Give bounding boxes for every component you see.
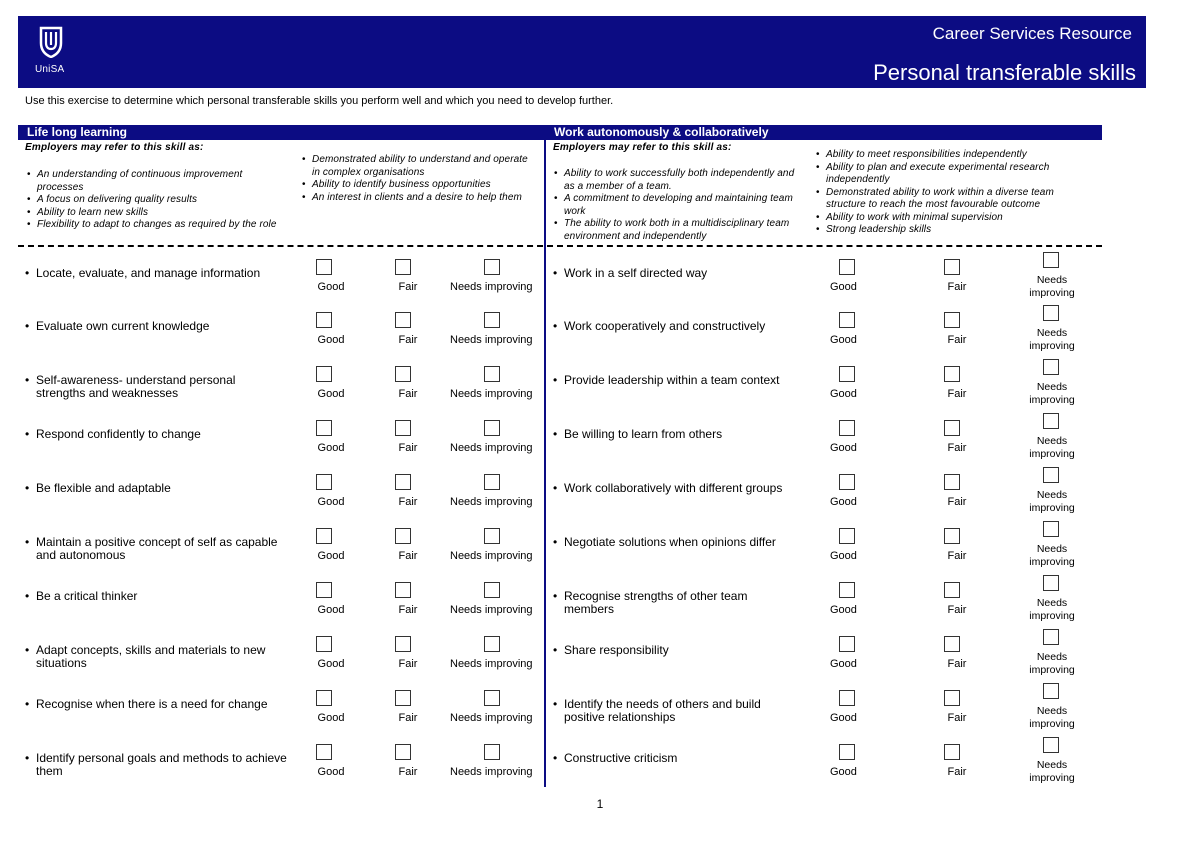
rating-label-needs: Needs improving [1029,651,1075,676]
skill-row [553,636,1098,690]
rating-label-fair: Fair [398,766,418,778]
skill-row [25,528,540,582]
rating-checkbox-fair[interactable] [395,636,411,652]
bullet-icon: • [25,535,30,549]
bullet-icon: • [25,589,30,603]
rating-checkbox-needs[interactable] [484,636,500,652]
employer-term-item: • Demonstrated ability to understand and operate in complex organisations [300,154,530,179]
rating-label-needs: Needs improving [1029,597,1075,622]
employer-term-item: • Ability to identify business opportunities [300,179,530,192]
bullet-icon: • [553,751,558,765]
rating-label-good: Good [317,658,345,670]
unisa-logo [35,26,75,80]
rating-checkbox-needs[interactable] [1043,575,1059,591]
rating-label-good: Good [830,334,857,346]
bullet-icon: • [25,697,30,711]
rating-checkbox-needs[interactable] [484,474,500,490]
skill-row [25,474,540,528]
skill-row [25,582,540,636]
rating-label-fair: Fair [398,550,418,562]
skill-text: Recognise when there is a need for change [36,697,268,711]
rating-checkbox-needs[interactable] [1043,413,1059,429]
rating-checkbox-fair[interactable] [395,474,411,490]
skill-row [553,582,1098,636]
rating-label-fair: Fair [398,604,418,616]
rating-label-needs: Needs improving [1029,327,1075,352]
rating-checkbox-fair[interactable] [395,366,411,382]
rating-label-good: Good [317,766,345,778]
skill-label [25,320,287,333]
rating-label-good: Good [830,658,857,670]
skill-label [553,590,783,616]
skill-row [25,636,540,690]
rating-checkbox-good[interactable] [839,582,855,598]
rating-label-good: Good [830,281,857,293]
rating-checkbox-fair[interactable] [944,528,960,544]
skill-label [25,752,287,778]
rating-label-fair: Fair [947,496,967,508]
rating-checkbox-needs[interactable] [1043,737,1059,753]
rating-label-fair: Fair [947,712,967,724]
rating-label-fair: Fair [947,442,967,454]
rating-label-needs: Needs improving [1029,705,1075,730]
employer-term-item: • Demonstrated ability to work within a diverse team structure to reach the most favourable outcome [814,187,1084,212]
rating-checkbox-good[interactable] [839,690,855,706]
rating-checkbox-fair[interactable] [944,259,960,275]
rating-checkbox-fair[interactable] [944,636,960,652]
page-header [18,16,1146,88]
skill-row [25,690,540,744]
skill-text: Evaluate own current knowledge [36,319,210,333]
bullet-icon: • [25,751,30,765]
skill-label [25,536,287,562]
skill-text: Identify the needs of others and build positive relationships [564,697,761,724]
rating-label-good: Good [317,550,345,562]
rating-checkbox-needs[interactable] [484,744,500,760]
rating-checkbox-fair[interactable] [395,312,411,328]
bullet-icon: • [553,481,558,495]
skill-label [553,267,783,280]
skill-text: Self-awareness- understand personal strengths and weaknesses [36,373,236,400]
employer-terms-list [25,169,287,232]
rating-label-needs: Needs improving [450,712,533,724]
rating-label-fair: Fair [947,334,967,346]
rating-checkbox-good[interactable] [316,744,332,760]
skill-row [553,690,1098,744]
rating-checkbox-fair[interactable] [944,690,960,706]
employer-term-item: • Ability to learn new skills [25,207,287,220]
rating-label-good: Good [830,388,857,400]
employer-term-item: • Ability to work with minimal supervision [814,212,1084,225]
skill-text: Constructive criticism [564,751,678,765]
rating-label-good: Good [830,766,857,778]
skill-row [553,259,1098,313]
rating-label-fair: Fair [947,388,967,400]
rating-label-needs: Needs improving [450,442,533,454]
employer-term-item: • Ability to plan and execute experimental research independently [814,162,1084,187]
rating-checkbox-needs[interactable] [1043,252,1059,268]
rating-label-fair: Fair [947,658,967,670]
employer-term-item: • An interest in clients and a desire to help them [300,192,530,205]
rating-checkbox-fair[interactable] [944,582,960,598]
skill-label [553,320,783,333]
rating-label-good: Good [830,550,857,562]
employer-terms-list [552,168,804,243]
skill-label [553,374,783,387]
employer-term-item: • An understanding of continuous improvement processes [25,169,287,194]
rating-checkbox-good[interactable] [316,420,332,436]
rating-checkbox-needs[interactable] [484,582,500,598]
rating-checkbox-fair[interactable] [944,312,960,328]
rating-checkbox-good[interactable] [316,366,332,382]
skill-row [25,744,540,798]
skill-text: Negotiate solutions when opinions differ [564,535,776,549]
skill-row [553,744,1098,798]
bullet-icon: • [553,266,558,280]
rating-checkbox-good[interactable] [316,528,332,544]
rating-checkbox-needs[interactable] [484,528,500,544]
rating-checkbox-needs[interactable] [484,366,500,382]
rating-checkbox-needs[interactable] [1043,521,1059,537]
rating-checkbox-good[interactable] [839,420,855,436]
rating-label-fair: Fair [398,281,418,293]
bullet-icon: • [553,427,558,441]
employer-terms-list [814,149,1084,237]
rating-label-good: Good [830,496,857,508]
intro-text: Use this exercise to determine which personal transferable skills you perform well and which you need to develop further. [25,95,614,107]
rating-checkbox-good[interactable] [316,259,332,275]
bullet-icon: • [553,643,558,657]
page-title: Personal transferable skills [873,60,1136,85]
rating-label-needs: Needs improving [450,334,533,346]
employer-term-item: • Flexibility to adapt to changes as required by the role [25,219,287,232]
rating-checkbox-good[interactable] [839,744,855,760]
rating-label-fair: Fair [398,442,418,454]
rating-checkbox-needs[interactable] [484,312,500,328]
skill-text: Recognise strengths of other team members [564,589,748,616]
rating-checkbox-fair[interactable] [944,744,960,760]
rating-checkbox-fair[interactable] [395,528,411,544]
bullet-icon: • [25,266,30,280]
skill-row [553,474,1098,528]
skill-text: Be flexible and adaptable [36,481,171,495]
skill-label [25,374,287,400]
bullet-icon: • [25,373,30,387]
rating-checkbox-good[interactable] [839,636,855,652]
skill-label [25,428,287,441]
rating-checkbox-fair[interactable] [395,690,411,706]
skill-row [553,420,1098,474]
skill-label [25,267,287,280]
employers-label: Employers may refer to this skill as: [553,142,732,153]
employer-term-item: • Ability to work successfully both independently and as a member of a team. [552,168,804,193]
rating-label-needs: Needs improving [450,388,533,400]
rating-label-needs: Needs improving [450,281,533,293]
bullet-icon: • [25,481,30,495]
rating-label-fair: Fair [398,658,418,670]
rating-label-fair: Fair [398,496,418,508]
rating-label-good: Good [317,604,345,616]
employer-term-item: • Strong leadership skills [814,224,1084,237]
rating-checkbox-good[interactable] [316,474,332,490]
rating-label-fair: Fair [947,281,967,293]
skill-label [553,482,783,495]
rating-checkbox-needs[interactable] [1043,305,1059,321]
employer-term-item: • The ability to work both in a multidisciplinary team environment and independently [552,218,804,243]
skill-text: Be willing to learn from others [564,427,723,441]
section-title-work-autonomously: Work autonomously & collaboratively [545,125,1102,140]
skill-row [25,366,540,420]
rating-label-good: Good [830,712,857,724]
skill-text: Maintain a positive concept of self as capable and autonomous [36,535,278,562]
rating-checkbox-good[interactable] [839,474,855,490]
logo-text: UniSA [35,64,65,75]
rating-label-fair: Fair [398,334,418,346]
rating-label-good: Good [317,281,345,293]
skill-text: Adapt concepts, skills and materials to new situations [36,643,266,670]
rating-label-needs: Needs improving [450,550,533,562]
skill-label [25,698,287,711]
skill-text: Respond confidently to change [36,427,201,441]
rating-label-good: Good [830,604,857,616]
bullet-icon: • [553,373,558,387]
skill-text: Identify personal goals and methods to achieve them [36,751,287,778]
rating-label-needs: Needs improving [450,604,533,616]
rating-checkbox-fair[interactable] [395,259,411,275]
section-title-lifelong-learning: Life long learning [18,125,545,140]
rating-checkbox-fair[interactable] [944,366,960,382]
skill-row [25,259,540,313]
skill-row [553,366,1098,420]
skill-label [553,644,783,657]
skill-text: Work collaboratively with different groups [564,481,783,495]
skill-text: Share responsibility [564,643,669,657]
skill-label [25,590,287,603]
rating-checkbox-good[interactable] [316,312,332,328]
skill-row [25,420,540,474]
bullet-icon: • [25,427,30,441]
rating-label-good: Good [317,712,345,724]
rating-checkbox-good[interactable] [839,259,855,275]
dashed-divider [18,245,1102,247]
skill-row [553,528,1098,582]
skill-label [25,644,287,670]
rating-label-needs: Needs improving [1029,274,1075,299]
rating-label-fair: Fair [947,550,967,562]
bullet-icon: • [553,319,558,333]
employer-term-item: • Ability to meet responsibilities independently [814,149,1084,162]
rating-checkbox-fair[interactable] [944,420,960,436]
rating-label-needs: Needs improving [1029,489,1075,514]
rating-checkbox-fair[interactable] [395,582,411,598]
rating-label-needs: Needs improving [450,496,533,508]
rating-checkbox-fair[interactable] [395,744,411,760]
skill-text: Provide leadership within a team context [564,373,780,387]
page-number: 1 [596,797,604,811]
rating-checkbox-needs[interactable] [1043,467,1059,483]
rating-checkbox-needs[interactable] [1043,359,1059,375]
skill-row [25,312,540,366]
rating-label-good: Good [830,442,857,454]
skill-row [553,312,1098,366]
rating-checkbox-needs[interactable] [484,690,500,706]
unisa-shield-icon [37,26,65,58]
employer-terms-list [300,154,530,204]
rating-checkbox-needs[interactable] [484,259,500,275]
employers-label: Employers may refer to this skill as: [25,142,204,153]
column-divider [544,125,546,787]
rating-label-needs: Needs improving [1029,381,1075,406]
rating-label-fair: Fair [398,388,418,400]
rating-label-needs: Needs improving [450,658,533,670]
resource-label: Career Services Resource [932,24,1132,43]
rating-checkbox-good[interactable] [839,528,855,544]
rating-label-fair: Fair [398,712,418,724]
rating-label-fair: Fair [947,604,967,616]
rating-label-fair: Fair [947,766,967,778]
rating-label-good: Good [317,388,345,400]
skill-text: Work cooperatively and constructively [564,319,766,333]
rating-checkbox-needs[interactable] [1043,683,1059,699]
rating-label-needs: Needs improving [1029,759,1075,784]
rating-label-needs: Needs improving [1029,543,1075,568]
rating-label-good: Good [317,334,345,346]
rating-checkbox-good[interactable] [839,366,855,382]
bullet-icon: • [553,535,558,549]
bullet-icon: • [553,589,558,603]
rating-label-good: Good [317,442,345,454]
employer-term-item: • A focus on delivering quality results [25,194,287,207]
rating-checkbox-fair[interactable] [944,474,960,490]
rating-checkbox-good[interactable] [839,312,855,328]
rating-label-needs: Needs improving [450,766,533,778]
bullet-icon: • [553,697,558,711]
rating-label-needs: Needs improving [1029,435,1075,460]
rating-checkbox-good[interactable] [316,636,332,652]
skill-label [553,536,783,549]
rating-checkbox-needs[interactable] [1043,629,1059,645]
rating-checkbox-good[interactable] [316,582,332,598]
bullet-icon: • [25,643,30,657]
rating-label-good: Good [317,496,345,508]
skill-text: Work in a self directed way [564,266,708,280]
rating-checkbox-fair[interactable] [395,420,411,436]
skill-text: Locate, evaluate, and manage information [36,266,261,280]
skill-text: Be a critical thinker [36,589,138,603]
skill-label [553,698,783,724]
skill-label [553,752,783,765]
employer-term-item: • A commitment to developing and maintaining team work [552,193,804,218]
rating-checkbox-good[interactable] [316,690,332,706]
bullet-icon: • [25,319,30,333]
skill-label [25,482,287,495]
rating-checkbox-needs[interactable] [484,420,500,436]
skill-label [553,428,783,441]
